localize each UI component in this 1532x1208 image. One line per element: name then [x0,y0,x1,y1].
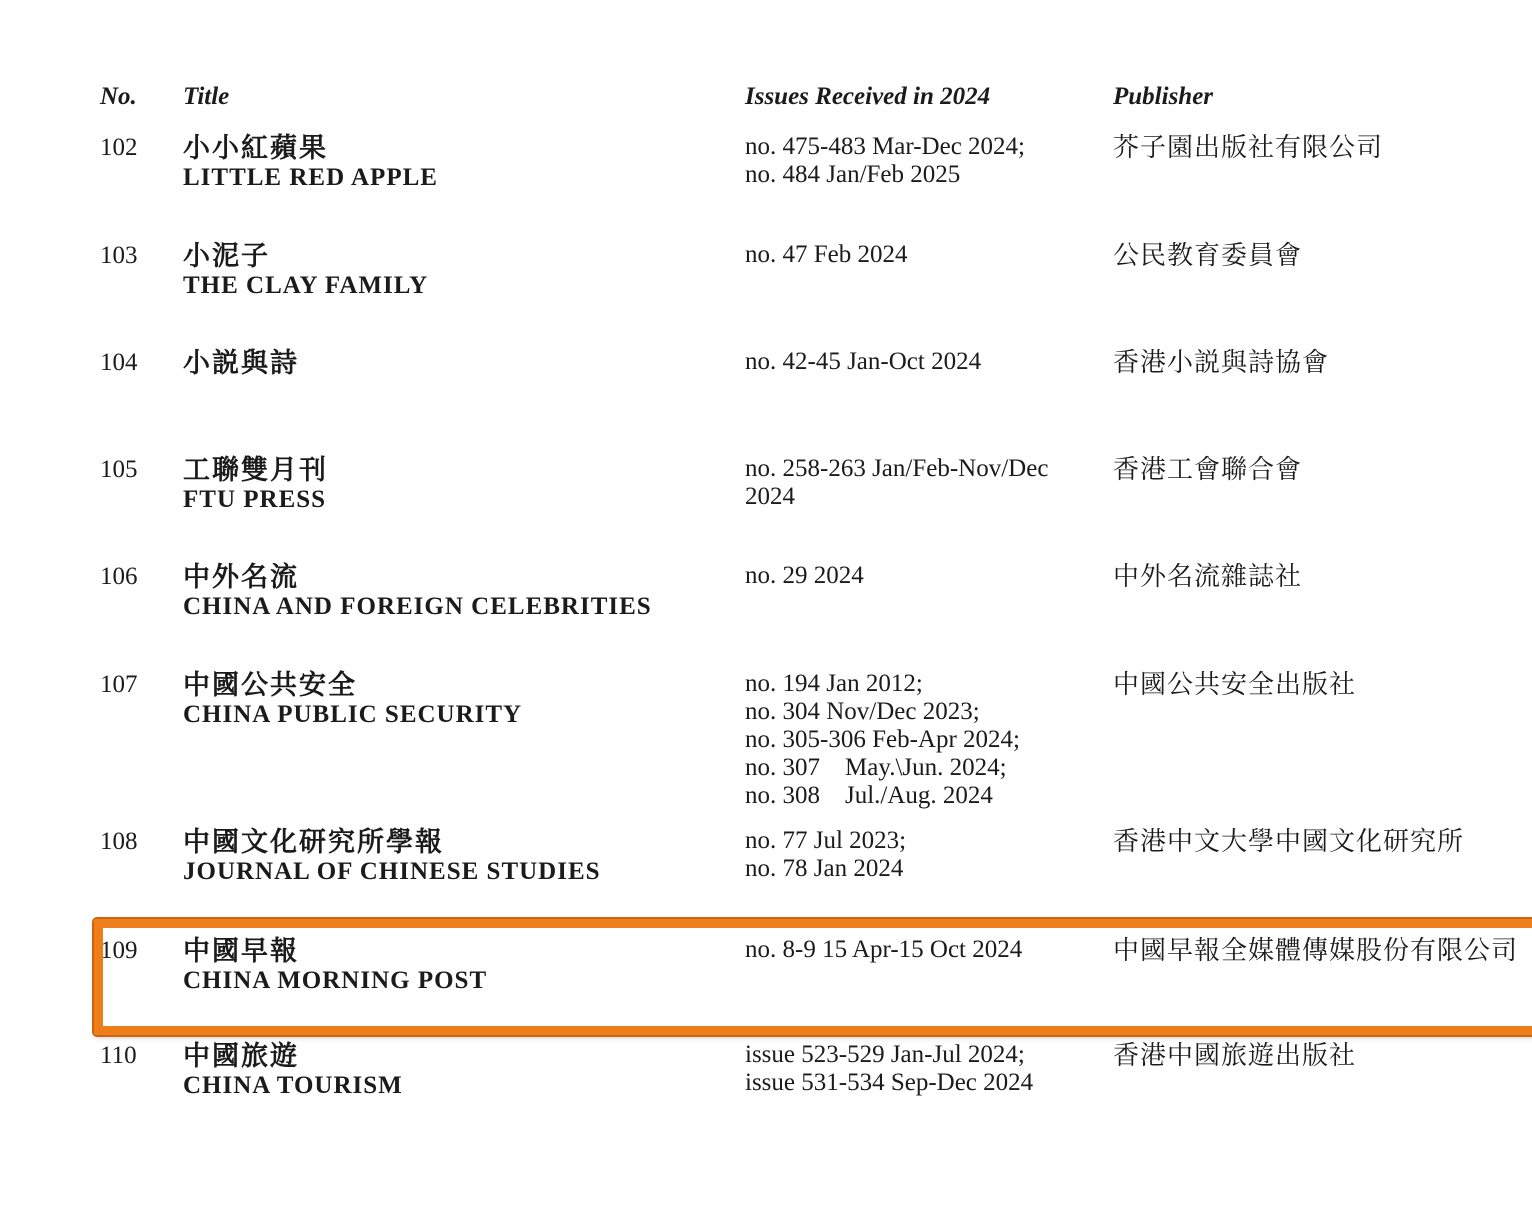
title-chinese: 小小紅蘋果 [183,133,328,163]
title-english: CHINA PUBLIC SECURITY [183,701,523,728]
title-chinese: 中國旅遊 [183,1041,299,1071]
column-header-issues: Issues Received in 2024 [745,83,991,110]
row-number: 105 [100,456,138,483]
issue-line: no. 475-483 Mar-Dec 2024; [745,133,1025,160]
column-header-no: No. [100,83,137,110]
publisher-cell: 中國公共安全出版社 [1113,670,1357,699]
publisher-cell: 芥子園出版社有限公司 [1113,133,1384,162]
row-number: 104 [100,349,138,376]
title-chinese: 工聯雙月刊 [183,455,328,485]
title-english: CHINA AND FOREIGN CELEBRITIES [183,593,652,620]
row-number: 102 [100,134,138,161]
issue-line: 2024 [745,483,795,510]
issue-line: no. 304 Nov/Dec 2023; [745,698,980,725]
title-chinese: 小説與詩 [183,348,299,378]
issue-line: no. 307 May.\Jun. 2024; [745,754,1007,781]
title-chinese: 中國文化研究所學報 [183,827,444,857]
title-cell [183,670,743,730]
column-header-title: Title [183,83,230,110]
highlight-box [94,919,1532,1035]
issue-line: no. 484 Jan/Feb 2025 [745,161,961,188]
title-cell [183,827,743,887]
issue-line: no. 8-9 15 Apr-15 Oct 2024 [745,936,1023,963]
issues-cell [745,562,1105,590]
row-number: 108 [100,828,138,855]
issues-cell [745,348,1105,376]
title-english: JOURNAL OF CHINESE STUDIES [183,858,601,885]
row-number: 107 [100,671,138,698]
title-chinese: 中國早報 [183,936,299,966]
row-number: 110 [100,1042,137,1069]
column-header-publisher: Publisher [1113,83,1214,110]
row-number: 103 [100,242,138,269]
row-number: 109 [100,937,138,964]
issues-cell [745,241,1105,269]
issues-cell [745,133,1105,189]
issues-cell [745,455,1105,511]
issue-line: no. 305-306 Feb-Apr 2024; [745,726,1020,753]
publisher-cell: 香港中文大學中國文化研究所 [1113,827,1465,856]
title-chinese: 小泥子 [183,241,270,271]
title-cell [183,348,743,378]
issues-cell [745,827,1105,883]
title-chinese: 中國公共安全 [183,670,357,700]
publisher-cell: 公民教育委員會 [1113,241,1303,270]
publisher-cell: 香港工會聯合會 [1113,455,1303,484]
issues-cell [745,670,1105,810]
publisher-cell: 香港中國旅遊出版社 [1113,1041,1357,1070]
issue-line: no. 29 2024 [745,562,864,589]
issue-line: no. 47 Feb 2024 [745,241,908,268]
row-number: 106 [100,563,138,590]
publisher-cell: 中外名流雜誌社 [1113,562,1303,591]
title-cell [183,1041,743,1101]
title-english: CHINA TOURISM [183,1072,403,1099]
issue-line: no. 308 Jul./Aug. 2024 [745,782,993,809]
issue-line: issue 531-534 Sep-Dec 2024 [745,1069,1034,1096]
title-english: FTU PRESS [183,486,327,513]
title-chinese: 中外名流 [183,562,299,592]
title-cell [183,241,743,301]
title-english: LITTLE RED APPLE [183,164,438,191]
publisher-cell: 香港小説與詩協會 [1113,348,1330,377]
title-cell [183,133,743,193]
issue-line: no. 77 Jul 2023; [745,827,907,854]
issue-line: no. 194 Jan 2012; [745,670,923,697]
issue-line: issue 523-529 Jan-Jul 2024; [745,1041,1025,1068]
title-english: THE CLAY FAMILY [183,272,429,299]
issue-line: no. 42-45 Jan-Oct 2024 [745,348,982,375]
issue-line: no. 258-263 Jan/Feb-Nov/Dec [745,455,1049,482]
issues-cell [745,1041,1105,1097]
title-cell [183,562,743,622]
publisher-cell: 中國早報全媒體傳媒股份有限公司 [1113,936,1519,965]
issue-line: no. 78 Jan 2024 [745,855,904,882]
title-cell [183,455,743,515]
title-english: CHINA MORNING POST [183,967,488,994]
